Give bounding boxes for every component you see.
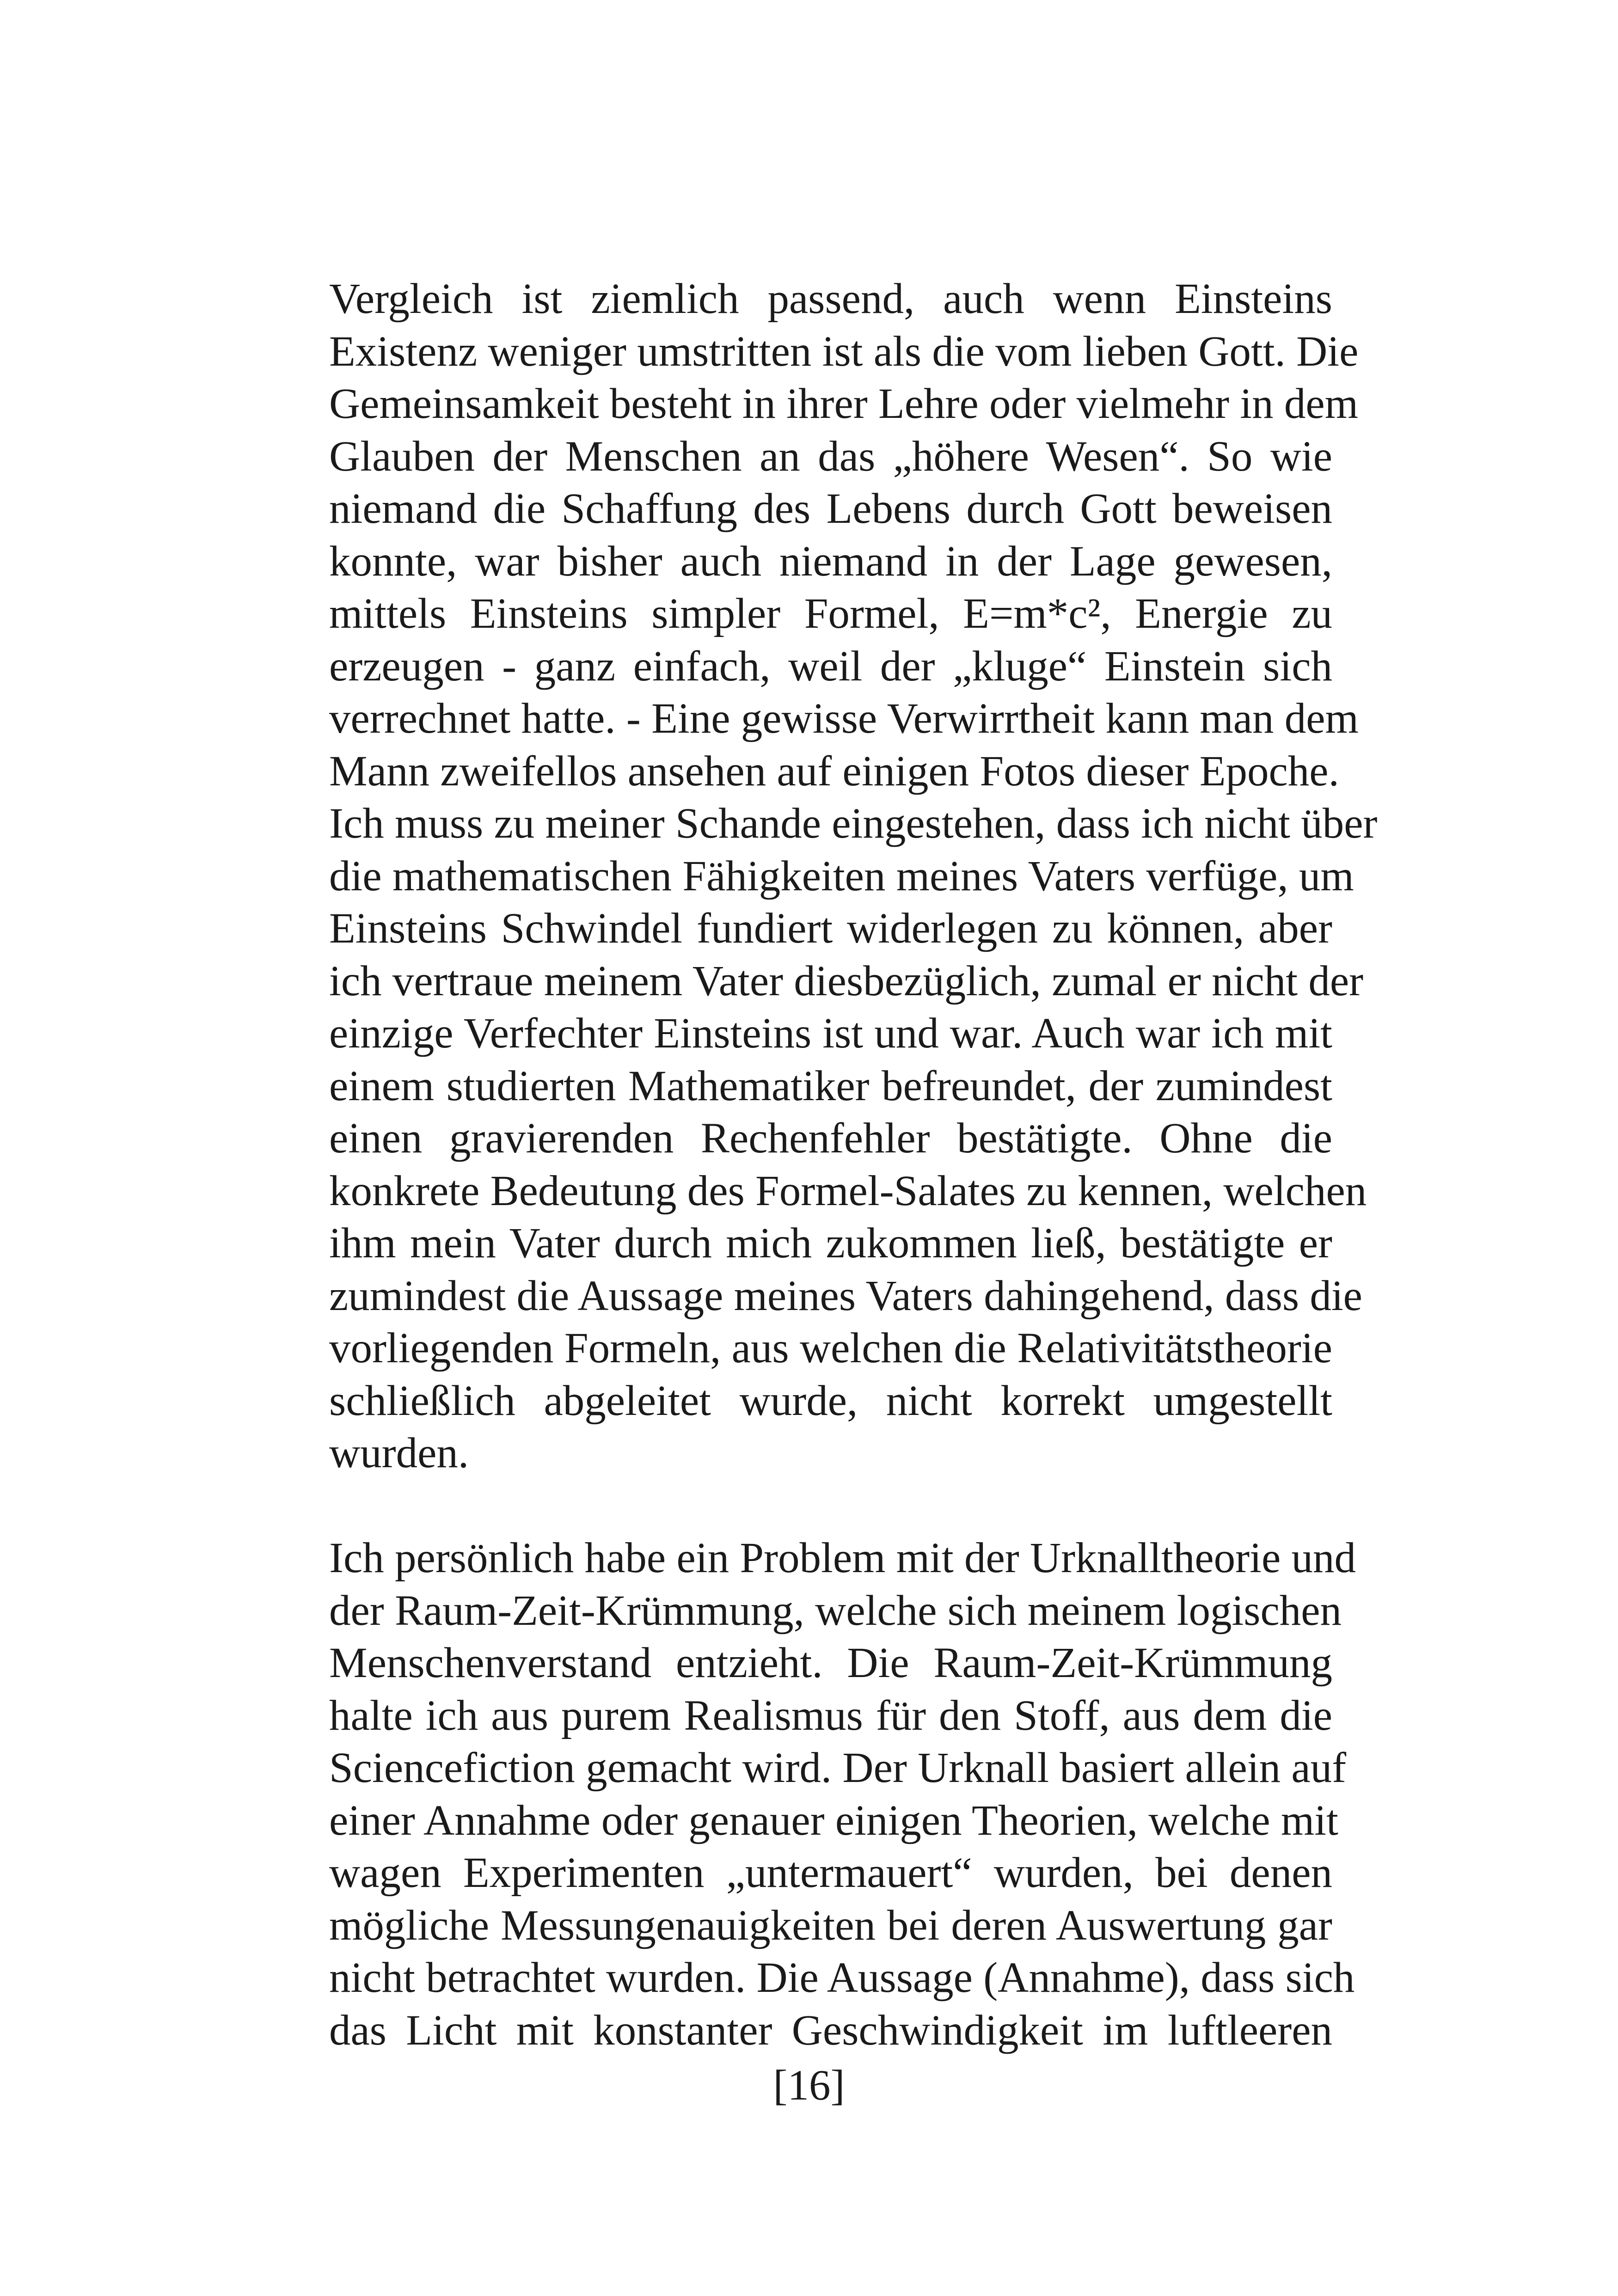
text-line: ich vertraue meinem Vater diesbezüglich, zumal er nicht der [329,957,1364,1005]
text-line: das Licht mit konstanter Geschwindigkeit im luftleeren [329,2006,1332,2054]
text-line: mittels Einsteins simpler Formel, E=m*c², Energie zu [329,590,1332,637]
text-line: niemand die Schaffung des Lebens durch Gott beweisen [329,485,1332,533]
text-line: der Raum-Zeit-Krümmung, welche sich meinem logischen [329,1586,1342,1635]
text-line: einer Annahme oder genauer einigen Theorien, welche mit [329,1796,1338,1844]
text-line: Menschenverstand entzieht. Die Raum-Zeit-Krümmung [329,1639,1332,1687]
text-line: Glauben der Menschen an das „höhere Wesen“. So wie [329,432,1332,480]
paragraph-2 [329,1532,1356,2057]
paragraph-gap [329,1480,1332,1532]
text-line: zumindest die Aussage meines Vaters dahingehend, dass die [329,1272,1362,1320]
page-number: [16] [773,2062,845,2109]
text-line: Existenz weniger umstritten ist als die vom lieben Gott. Die [329,327,1359,375]
text-line: einem studierten Mathematiker befreundet, der zumindest [329,1062,1332,1110]
text-line: erzeugen - ganz einfach, weil der „kluge“ Einstein sich [329,642,1332,690]
text-line: konkrete Bedeutung des Formel-Salates zu kennen, welchen [329,1167,1367,1215]
text-line: halte ich aus purem Realismus für den Stoff, aus dem die [329,1691,1332,1739]
text-line: einen gravierenden Rechenfehler bestätigte. Ohne die [329,1114,1332,1162]
text-line: Sciencefiction gemacht wird. Der Urknall basiert allein auf [329,1744,1347,1792]
text-line: Einsteins Schwindel fundiert widerlegen zu können, aber [329,905,1332,952]
text-line: Mann zweifellos ansehen auf einigen Fotos dieser Epoche. [329,747,1339,795]
text-line: Ich persönlich habe ein Problem mit der Urknalltheorie und [329,1534,1356,1582]
text-line: vorliegenden Formeln, aus welchen die Relativitätstheorie [329,1324,1332,1372]
text-line: verrechnet hatte. - Eine gewisse Verwirrtheit kann man dem [329,695,1359,742]
paragraph-1 [329,273,1378,1480]
text-line: wagen Experimenten „untermauert“ wurden, bei denen [329,1849,1332,1897]
text-line: Vergleich ist ziemlich passend, auch wenn Einsteins [329,275,1332,323]
text-line: schließlich abgeleitet wurde, nicht korrekt umgestellt [329,1377,1332,1425]
text-line: nicht betrachtet wurden. Die Aussage (Annahme), dass sich [329,1954,1355,2002]
text-line: Ich muss zu meiner Schande eingestehen, dass ich nicht über [329,800,1378,847]
text-line: ihm mein Vater durch mich zukommen ließ, bestätigte er [329,1219,1332,1267]
body-text [329,273,1378,2057]
text-line: wurden. [329,1429,469,1477]
text-line: die mathematischen Fähigkeiten meines Vaters verfüge, um [329,852,1354,900]
text-line: mögliche Messungenauigkeiten bei deren Auswertung gar [329,1901,1332,1949]
text-line: konnte, war bisher auch niemand in der Lage gewesen, [329,537,1332,585]
text-line: einzige Verfechter Einsteins ist und war. Auch war ich mit [329,1010,1332,1057]
text-line: Gemeinsamkeit besteht in ihrer Lehre oder vielmehr in dem [329,380,1359,428]
